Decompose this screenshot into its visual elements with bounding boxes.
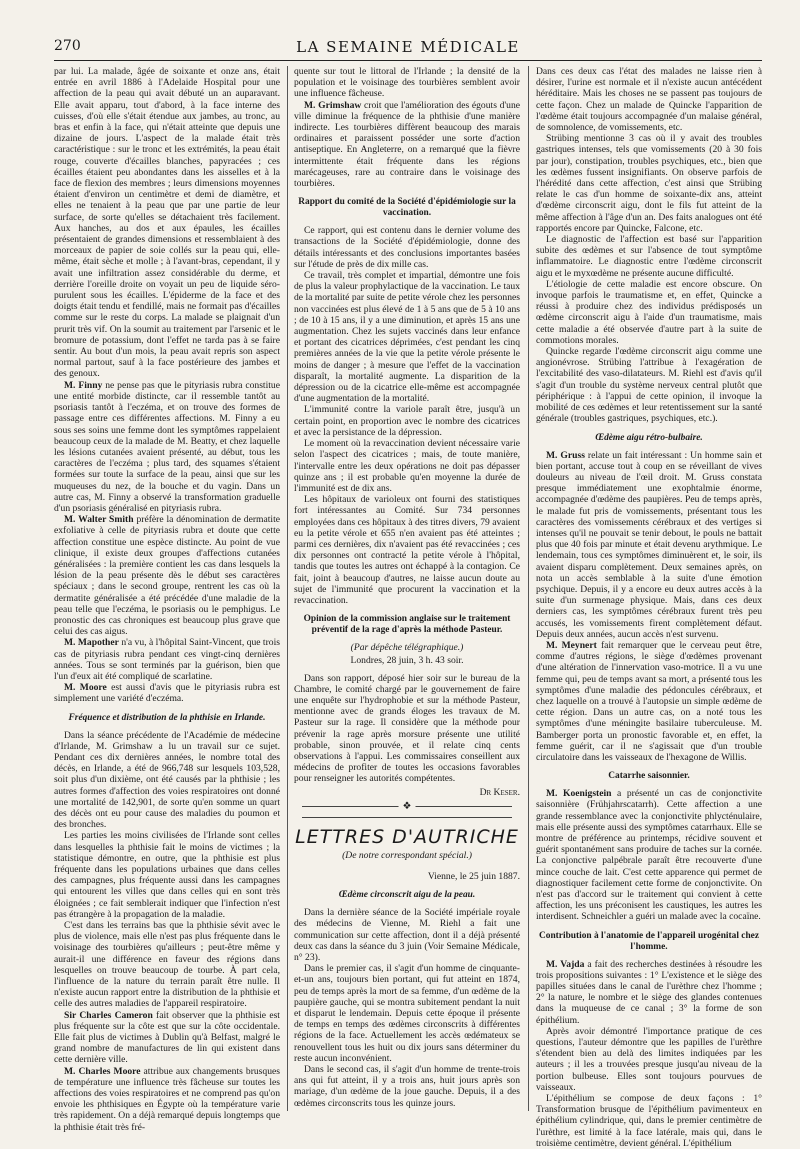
speaker-name: Sir Charles Cameron <box>64 1009 153 1021</box>
column-3 <box>536 66 762 1149</box>
column-1 <box>54 66 281 1133</box>
section-title: Fréquence et distribution de la phthisie en Irlande. <box>68 712 266 723</box>
paragraph: Le diagnostic de l'affection est basé sur l'apparition subite des œdèmes et sur l'absence de tout symptôme inflammatoire. Le diagnostic entre l'œdème circonscrit aigu et le myxœdème ne présente aucune difficulté. <box>536 234 762 279</box>
lettres-title: LETTRES D'AUTRICHE <box>295 825 519 848</box>
running-title: LA SEMAINE MÉDICALE <box>296 38 520 56</box>
paragraph: C'est dans les terrains bas que la phthisie sévit avec le plus de violence, mais elle n'est pas plus fréquente dans le voisinage des tourbières qu'ailleurs ; peut-être même y aurait-il une différence en faveur des régions dans lesquelles on trouve beaucoup de tourbe. À part cela, l'influence de la nature du terrain paraît être nulle. Il n'existe aucun rapport entre la distribution de la phthisie et celle des autres maladies de l'appareil respiratoire. <box>54 920 280 1010</box>
speaker-name: M. Meynert <box>546 639 597 651</box>
ornament-icon: ❖ <box>399 801 416 813</box>
column-divider <box>528 66 529 1111</box>
paragraph: Après avoir démontré l'importance pratique de ces questions, l'auteur démontre que les papilles de l'urèthre s'étendent bien au delà des limites indiquées par les auteurs ; il les a trouvées presque jusqu'au niveau de la portion bulbeuse. Elles sont toujours pourvues de vaisseaux. <box>536 1025 762 1093</box>
speaker-name: M. Gruss <box>546 449 585 461</box>
signature: Dr Keser. <box>479 786 520 798</box>
paragraph: Dans la séance précédente de l'Académie de médecine d'Irlande, M. Grimshaw a lu un travail sur ce sujet. Pendant ces dix dernières années, le nombre total des décès, en Irlande, a été de 966,748 sur lesquels 103,528, soit plus d'un dixième, ont été causés par la phthisie ; les autres formes d'affection des voies respiratoires ont donné une mortalité de 142,901, de sorte qu'en somme un quart des décès ont eu pour cause des maladies du poumon et des bronches. <box>54 729 280 831</box>
paragraph: Le moment où la revaccination devient nécessaire varie selon l'aspect des cicatrices ; mais, de toute manière, l'intervalle entre les deux opérations ne doit pas dépasser quinze ans ; il est probable qu'en moyenne la durée de l'immunité est de dix ans. <box>294 438 520 494</box>
speaker-name: M. Charles Moore <box>64 1065 141 1077</box>
section-title: Catarrhe saisonnier. <box>608 771 690 782</box>
section-title: Rapport du comité de la Société d'épidémiologie sur la vaccination. <box>298 197 516 219</box>
paragraph: Ce rapport, qui est contenu dans le dernier volume des transactions de la Société d'épidémiologie, donne des détails intéressants et des conclusions importantes basées sur l'étude de près de dix mille cas. <box>294 225 520 270</box>
paragraph: M. Meynert fait remarquer que le cerveau peut être, comme d'autres régions, le siège d'œdèmes provenant d'une altération de l'innervation vaso-motrice. Il a vu une femme qui, peu de temps avant sa mort, a présenté tous les symptômes d'une maladie des pédoncules cérébraux, et chez laquelle on a trouvé à l'autopsie un simple œdème de cette région. Dans un autre cas, on a noté tous les symptômes d'une méningite basilaire tuberculeuse. M. Bamberger porta un pronostic favorable et, en effet, la femme guérit, car il ne s'agissait que d'un trouble circulatoire dans les vaisseaux de l'hexagone de Willis. <box>536 639 762 763</box>
section-title: Œdème circonscrit aigu de la peau. <box>338 890 476 901</box>
paragraph: M. Koenigstein a présenté un cas de conjonctivite saisonnière (Frühjahrscatarrh). Cette affection a une grande ressemblance avec la conjonctivite phlycténulaire, mais elle présente aussi des symptômes catarrhaux. Elle se montre de préférence au printemps, récidive souvent et guérit spontanément sans produire de taches sur la cornée. La conjonctive palpébrale paraît être recouverte d'une mince couche de lait. C'est cette apparence qui permet de diagnostiquer facilement cette forme de conjonctivite. On n'est pas d'accord sur le traitement qui convient à cette affection, les uns préconisent les caustiques, les autres les interdisent. Schneichler a guéri un malade avec la cocaïne. <box>536 788 762 923</box>
column-divider <box>287 66 288 1111</box>
paragraph: Dans ces deux cas l'état des malades ne laisse rien à désirer, l'urine est normale et il n'existe aucun antécédent héréditaire. Mais les choses ne se passent pas toujours de cette façon. Chez un malade de Quincke l'apparition de l'œdème était toujours accompagnée d'un malaise général, de somnolence, de vomissements, etc. <box>536 66 762 134</box>
dispatch-note: (Par dépêche télégraphique.) <box>350 642 464 654</box>
page-header <box>54 38 762 61</box>
paragraph: L'immunité contre la variole paraît être, jusqu'à un certain point, en proportion avec le nombre des cicatrices et avec la persistance de la dépression. <box>294 404 520 438</box>
paragraph: Quincke regarde l'œdème circonscrit aigu comme une angionévrose. Strübing l'attribue à l'exagération de l'excitabilité des vaso-dilatateurs. M. Riehl est d'avis qu'il s'agit d'un trouble du système nerveux central plutôt que périphérique : à l'appui de cette opinion, il invoque la mobilité de ces œdèmes et leur retentissement sur la santé générale (troubles gastriques, psychiques, etc.). <box>536 346 762 425</box>
paragraph: Dans le premier cas, il s'agit d'un homme de cinquante-et-un ans, toujours bien portant, qui fut atteint en 1874, peu de temps après la mort de sa femme, d'un œdème de la paupière gauche, qui se montra subitement pendant la nuit et disparut le lendemain. Depuis cette époque il présente de temps en temps des œdèmes circonscrits à différentes régions de la face. Actuellement les accès œdémateux se renouvellent tous les huit ou dix jours sans déterminer du reste aucun inconvénient. <box>294 963 520 1064</box>
speaker-name: M. Koenigstein <box>546 788 612 800</box>
paragraph: M. Gruss relate un fait intéressant : Un homme sain et bien portant, accuse tout à coup en se réveillant de vives douleurs au niveau de l'œil droit. M. Gruss constata presque immédiatement une exophtalmie énorme, accompagnée d'œdème des paupières. Peu de temps après, le malade fut pris de vomissements, présentant tous les caractères des vomissements cérébraux et des vertiges si intenses qu'il ne pouvait se tenir debout, le pouls ne battait plus que 40 fois par minute et était devenu arythmique. Le lendemain, tous ces symptômes diminuèrent et, le soir, ils avaient disparu complètement. Deux semaines après, on nota un accès semblable à la suite d'une émotion psychique. Depuis, il y a encore eu deux autres accès à la suite d'un surmenage physique. Mais, dans ces deux derniers cas, les symptômes cérébraux furent très peu accusés, les vomissements firent complètement défaut. Depuis deux années, aucun accès n'est survenu. <box>536 449 762 640</box>
lettres-header <box>294 800 520 861</box>
speaker-name: M. Moore <box>64 682 107 694</box>
paragraph: Les parties les moins civilisées de l'Irlande sont celles dans lesquelles la phthisie fait le moins de victimes ; la statistique démontre, en outre, que la phthisie est plus fréquente dans les populations urbaines que dans celles des campagnes, plus fréquente aussi dans les campagnes qui entourent les villes que dans celles qui en sont très éloignées ; ce fait semblerait indiquer que l'infection n'est pas étrangère à la propagation de la maladie. <box>54 830 280 920</box>
paragraph: Dans le second cas, il s'agit d'un homme de trente-trois ans qui fut atteint, il y a trois ans, huit jours après son mariage, d'un œdème de la joue gauche. Depuis, il a des œdèmes circonscrits tous les quinze jours. <box>294 1064 520 1109</box>
section-title: Opinion de la commission anglaise sur le traitement préventif de la rage d'après la méthode Pasteur. <box>303 614 511 636</box>
speaker-name: M. Mapother <box>64 637 119 649</box>
paragraph: L'épithélium se compose de deux façons : 1° Transformation brusque de l'épithélium pavimenteux en épithélium cylindrique, qui, dans le premier centimètre de l'urèthre, est limité à la face latérale, mais qui, dans le troisième centimètre, devient général. L'épithélium <box>536 1093 762 1149</box>
page-number: 270 <box>54 38 81 54</box>
paragraph: par lui. La malade, âgée de soixante et onze ans, était entrée en avril 1886 à l'Adelaide Hospital pour une affection de la peau qui avait débuté un an auparavant. Elle avait apparu, tout d'abord, à la face interne des cuisses, d'où elle s'était étendue aux jambes, au tronc, au bras et enfin à la face, qui n'était atteinte que depuis une dizaine de jours. L'aspect de la malade était très caractéristique : sur le tronc et les extrémités, la peau était rouge, couverte d'écailles blanches, papyracées ; ces écailles étaient peu abondantes dans les aisselles et à la face de flexion des membres ; leurs dimensions moyennes étaient d'environ un centimètre et demi de diamètre, et elles ne tenaient à la peau que par une partie de leur surface, de sorte qu'elles se détachaient très facilement. Aux hanches, au dos et aux épaules, les écailles présentaient de grandes dimensions et ressemblaient à des morceaux de papier de soie collés sur la peau qui, elle-même, était sèche et molle ; à l'avant-bras, cependant, il y avait une infiltration assez considérable du derme, et derrière l'oreille droite on voyait un peu de liquide séro-purulent sous les écailles. L'épiderme de la face et des doigts était tendu et fendillé, mais ne formait pas d'écailles comme sur le reste du corps. La malade se plaignait d'un prurit très vif. On la soumit au traitement par l'arsenic et le bromure de potassium, dont l'effet ne tarda pas à se faire sentir. Au bout d'un mois, la peau avait repris son aspect normal partout, sauf à la face postérieure des jambes et des genoux. <box>54 66 280 380</box>
paragraph: M. Vajda a fait des recherches destinées à résoudre les trois propositions suivantes : 1° L'existence et le siège des papilles situées dans le canal de l'urèthre chez l'homme ; 2° la nature, le nombre et le siège des glandes contenues dans la muqueuse de ce canal ; 3° la forme de son épithélium. <box>536 958 762 1026</box>
speaker-name: M. Grimshaw <box>304 99 362 111</box>
speaker-name: M. Vajda <box>546 958 585 970</box>
letter-dateline: Vienne, le 25 juin 1887. <box>427 870 520 882</box>
paragraph: Les hôpitaux de varioleux ont fourni des statistiques fort intéressantes au Comité. Sur 734 personnes employées dans ces hôpitaux à des titres divers, 79 avaient eu la petite vérole et 655 n'en avaient pas été atteintes ; parmi ces dernières, dix n'avaient pas été revaccinées ; ces dix personnes ont contracté la petite vérole à l'hôpital, tandis que toutes les autres ont échappé à la contagion. Ce fait, joint à beaucoup d'autres, ne laisse aucun doute au sujet de l'immunité que procurent la vaccination et la revaccination. <box>294 494 520 606</box>
paragraph: M. Finny ne pense pas que le pityriasis rubra constitue une entité morbide distincte, car il ressemble tantôt au psoriasis tantôt à l'eczéma, et on trouve des formes de passage entre ces différentes affections. M. Finny a eu sous ses soins une femme dont les symptômes rappelaient beaucoup ceux de la malade de M. Beatty, et chez laquelle les lésions cutanées avaient présenté, au début, tous les caractères de l'eczéma ; plus tard, des squames s'étaient formées sur toute la surface de la peau, ainsi que sur les muqueuses du nez, de la bouche et du vagin. Dans un autre cas, M. Finny a observé la transformation graduelle d'un psoriasis généralisé en pityriasis rubra. <box>54 379 280 514</box>
paragraph: Dans la dernière séance de la Société impériale royale des médecins de Vienne, M. Riehl a fait une communication sur cette affection, dont il a déjà présenté deux cas dans la séance du 3 juin (Voir Semaine Médicale, n° 23). <box>294 907 520 963</box>
paragraph: M. Moore est aussi d'avis que le pityriasis rubra est simplement une variété d'eczéma. <box>54 682 280 705</box>
dispatch-dateline: Londres, 28 juin, 3 h. 43 soir. <box>350 655 464 667</box>
paragraph: Ce travail, très complet et impartial, démontre une fois de plus la valeur prophylactique de la vaccination. Le taux de la mortalité par suite de petite vérole chez les personnes non vaccinées est plus élevé de 1 à 5 ans que de 5 à 10 ans ; de 10 à 15 ans, il y a une diminution, et après 15 ans une augmentation. Chez les sujets vaccinés dans leur enfance et portant des cicatrices déprimées, c'est pendant les cinq premières années de la vie que la petite vérole présente le moins de danger ; à mesure que l'effet de la vaccination disparaît, la mortalité augmente. La disparition de la dépression ou de la cicatrice elle-même est accompagnée d'une augmentation de la mortalité. <box>294 270 520 405</box>
paragraph: Strübing mentionne 3 cas où il y avait des troubles gastriques intenses, tels que vomissements (20 à 30 fois par jour), constipation, troubles psychiques, etc., bien que les œdèmes fussent insignifiants. On observe parfois de l'hérédité dans cette affection, c'est ainsi que Strübing relate le cas d'un homme de soixante-dix ans, atteint d'œdème circonscrit aigu, dont le fils fut atteint de la même affection à l'âge d'un an. Des faits analogues ont été rapportés encore par Quincke, Falcone, etc. <box>536 133 762 234</box>
section-title: Contribution à l'anatomie de l'appareil urogénital chez l'homme. <box>539 930 759 952</box>
speaker-name: M. Walter Smith <box>64 514 134 526</box>
paragraph: M. Walter Smith préfère la dénomination de dermatite exfoliative à celle de pityriasis rubra et doute que cette affection constitue une espèce distincte. Au point de vue clinique, il existe deux groupes d'affections cutanées généralisées : la première contient les cas dans lesquels la lésion de la peau présente dès le début ses caractères spéciaux ; dans le second groupe, rentrent les cas où la dermatite généralisée a été précédée d'une maladie de la peau telle que l'eczéma, le psoriasis ou le pemphigus. Le pronostic des cas chroniques est beaucoup plus grave que celui des cas aigus. <box>54 514 281 638</box>
column-2 <box>294 66 520 1111</box>
lettres-subtitle: (De notre correspondant spécial.) <box>342 849 472 861</box>
speaker-name: M. Finny <box>64 379 103 391</box>
paragraph: Sir Charles Cameron fait observer que la phthisie est plus fréquente sur la côte est que sur la côte occidentale. Elle fait plus de victimes à Dublin qu'à Belfast, malgré le grand nombre de manufactures de lin qui existent dans cette dernière ville. <box>54 1009 280 1066</box>
paragraph: L'étiologie de cette maladie est encore obscure. On invoque parfois le traumatisme et, en effet, Quincke a réussi à produire chez des individus prédisposés un œdème circonscrit aigu à l'aide d'un traumatisme, mais cette maladie a été observée d'autre part à la suite de commotions morales. <box>536 278 762 346</box>
ornament-rule <box>302 800 512 818</box>
paragraph: quente sur tout le littoral de l'Irlande ; la densité de la population et le voisinage des tourbières semblent avoir une influence fâcheuse. <box>294 66 520 100</box>
text-columns <box>54 66 762 1149</box>
section-title: Œdème aigu rétro-bulbaire. <box>595 432 703 443</box>
paragraph: M. Charles Moore attribue aux changements brusques de température une influence très fâcheuse sur toutes les affections des voies respiratoires et ne comprend pas qu'on envoie les phthisiques en Égypte où la température varie très rapidement. On a déjà remarqué depuis longtemps que la phthisie était très fré- <box>54 1065 280 1133</box>
paragraph: M. Mapother n'a vu, à l'hôpital Saint-Vincent, que trois cas de pityriasis rubra pendant ces vingt-cinq dernières années. Tous se sont terminés par la guérison, bien que l'un d'eux ait été compliqué de scarlatine. <box>54 637 280 682</box>
paragraph: Dans son rapport, déposé hier soir sur le bureau de la Chambre, le comité chargé par le gouvernement de faire une enquête sur l'hydrophobie et sur la méthode Pasteur, mentionne avec de grands éloges les travaux de M. Pasteur sur la rage. Il considère que la méthode pour prévenir la rage après morsure présente une utilité probable, sinon prouvée, et il relate cinq cents observations à l'appui. Les commissaires conseillent aux médecins de profiter de toutes les occasions favorables pour renseigner les autorités compétentes. <box>294 672 520 785</box>
paragraph: M. Grimshaw croit que l'amélioration des égouts d'une ville diminue la fréquence de la phthisie d'une manière indirecte. Les tourbières diffèrent beaucoup des marais ordinaires et paraissent posséder une sorte d'action antiseptique. En Angleterre, on a remarqué que la fièvre intermittente était fréquente dans les régions marécageuses, rare au contraire dans le voisinage des tourbières. <box>294 99 520 190</box>
